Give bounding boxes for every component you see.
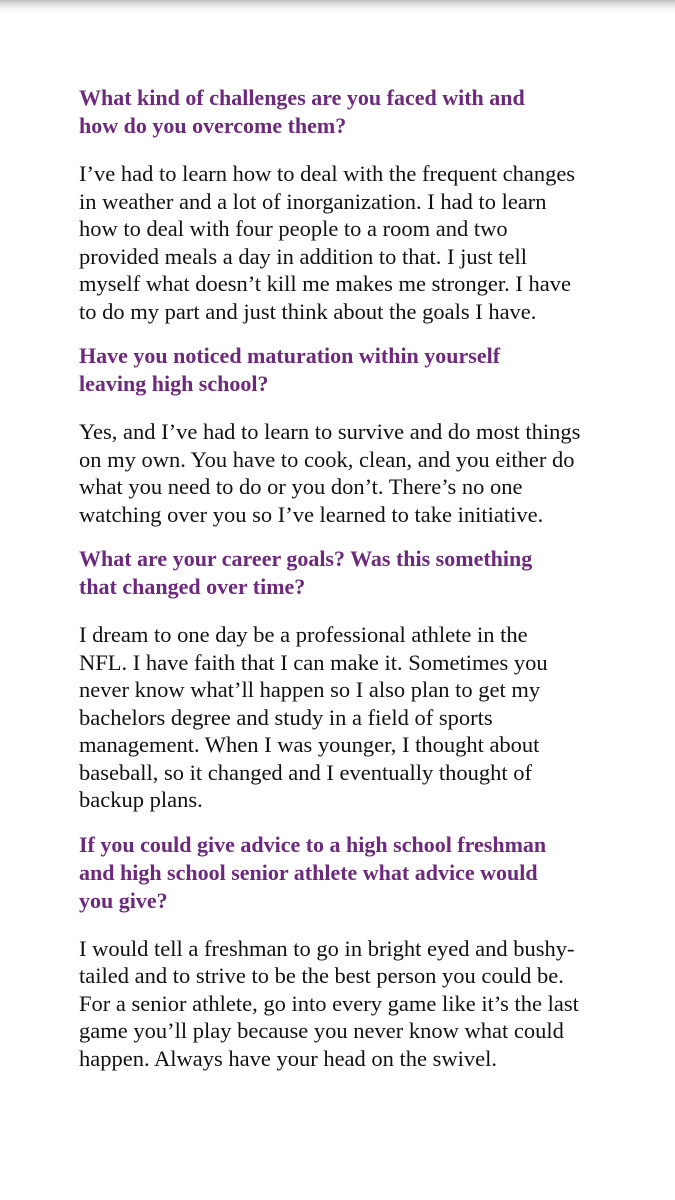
qa-section-advice xyxy=(79,831,639,1073)
question-heading: What are your career goals? Was this something that changed over time? xyxy=(79,546,533,599)
top-edge-shadow xyxy=(0,0,675,14)
qa-section-challenges xyxy=(79,84,639,325)
answer-paragraph: I would tell a freshman to go in bright eyed and bushy- tailed and to strive to be the best person you could be. For a senior athlete, go into every game like it’s the last game you’ll play because you never know what could happen. Always have your head on the swivel. xyxy=(79,935,579,1071)
answer-paragraph: I dream to one day be a professional athlete in the NFL. I have faith that I can make it. Sometimes you never know what’ll happen so I also plan to get my bachelors degree and study in a field of sports management. When I was younger, I thought about baseball, so it changed and I eventually thought of backup plans. xyxy=(79,622,548,812)
answer-paragraph: Yes, and I’ve had to learn to survive and do most things on my own. You have to cook, clean, and you either do what you need to do or you don’t. There’s no one watching over you so I’ve learned to take initiative. xyxy=(79,419,581,527)
question-heading: What kind of challenges are you faced with and how do you overcome them? xyxy=(79,85,525,138)
answer-paragraph: I’ve had to learn how to deal with the frequent changes in weather and a lot of inorganization. I had to learn how to deal with four people to a room and two provided meals a day in addition to that. I just tell myself what doesn’t kill me makes me stronger. I have to do my part and just think about the goals I have. xyxy=(79,161,576,324)
question-heading: Have you noticed maturation within yourself leaving high school? xyxy=(79,343,501,396)
interview-page xyxy=(79,84,639,1072)
qa-section-career-goals xyxy=(79,545,639,814)
question-heading: If you could give advice to a high school freshman and high school senior athlete what advice would you give? xyxy=(79,831,547,913)
qa-section-maturation xyxy=(79,342,639,528)
